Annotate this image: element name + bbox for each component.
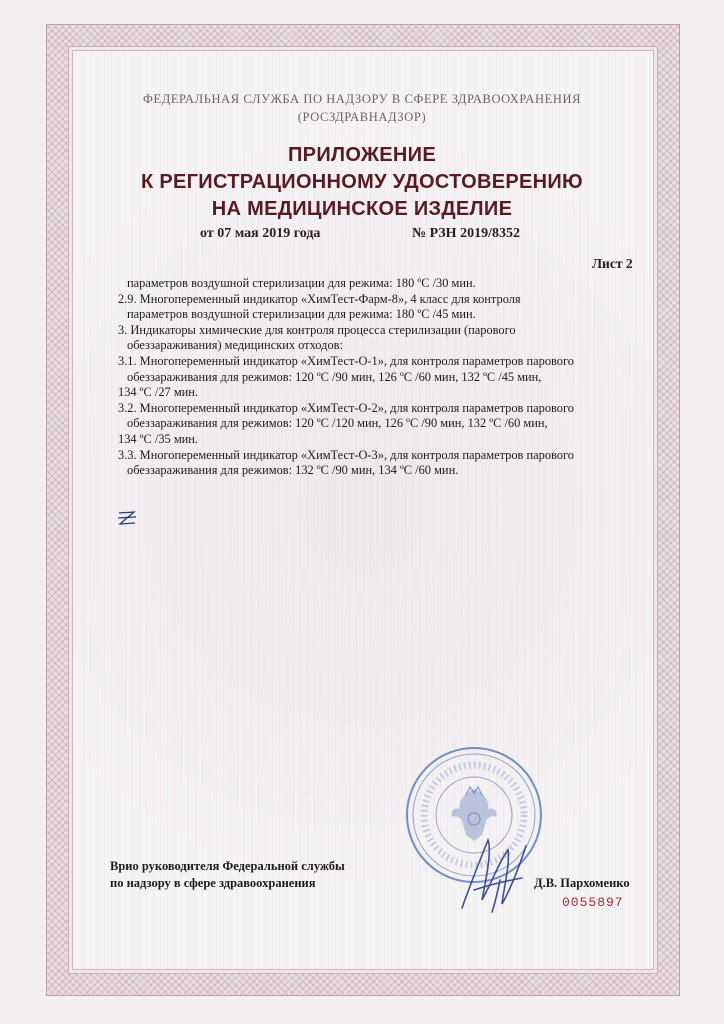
signer-name: Д.В. Пархоменко (534, 876, 630, 890)
issue-date: от 07 мая 2019 года (200, 226, 321, 241)
body-line: 3. Индикаторы химические для контроля процесса стерилизации (парового (118, 322, 516, 337)
body-line: обеззараживания для режимов: 120 ºС /120 мин, 126 ºС /90 мин, 132 ºС /60 мин, (127, 416, 548, 431)
title-line-2: К РЕГИСТРАЦИОННОМУ УДОСТОВЕРЕНИЮ (141, 171, 583, 193)
title-line-3: НА МЕДИЦИНСКОЕ ИЗДЕЛИЕ (211, 198, 513, 220)
agency-abbrev: (РОСЗДРАВНАДЗОР) (297, 110, 427, 124)
document-title (0, 142, 724, 223)
body-line: параметров воздушной стерилизации для режима: 180 ºС /45 мин. (127, 307, 476, 322)
body-line: обеззараживания) медицинских отходов: (127, 338, 343, 353)
sheet-number: Лист 2 (592, 256, 633, 271)
registration-number: № РЗН 2019/8352 (412, 226, 520, 241)
body-line: обеззараживания для режимов: 132 ºС /90 мин, 134 ºС /60 мин. (127, 463, 459, 478)
agency-name: ФЕДЕРАЛЬНАЯ СЛУЖБА ПО НАДЗОРУ В СФЕРЕ ЗДРАВООХРАНЕНИЯ (142, 92, 582, 106)
body-line: 134 ºС /27 мин. (118, 385, 199, 400)
body-line: параметров воздушной стерилизации для режима: 180 ºС /30 мин. (127, 276, 476, 290)
serial-number: 0055897 (562, 895, 624, 910)
body-line: 134 ºС /35 мин. (118, 431, 199, 446)
signer-position (110, 858, 345, 892)
signer-position-line-1: Врио руководителя Федеральной службы (110, 859, 345, 873)
z-closing-mark-icon (115, 508, 139, 528)
body-line: обеззараживания для режимов: 120 ºС /90 мин, 126 ºС /60 мин, 132 ºС /45 мин, (127, 369, 542, 384)
body-text (118, 276, 638, 479)
handwritten-signature-icon (452, 820, 542, 920)
title-line-1: ПРИЛОЖЕНИЕ (288, 144, 436, 166)
body-line: 3.2. Многопеременный индикатор «ХимТест-О-2», для контроля параметров парового (118, 400, 574, 415)
signer-position-line-2: по надзору в сфере здравоохранения (110, 876, 316, 890)
body-line: 3.3. Многопеременный индикатор «ХимТест-О-3», для контроля параметров парового (118, 447, 574, 462)
body-line: 3.1. Многопеременный индикатор «ХимТест-О-1», для контроля параметров парового (118, 353, 574, 368)
body-line: 2.9. Многопеременный индикатор «ХимТест-Фарм-8», 4 класс для контроля (118, 291, 521, 306)
agency-header (0, 90, 724, 126)
